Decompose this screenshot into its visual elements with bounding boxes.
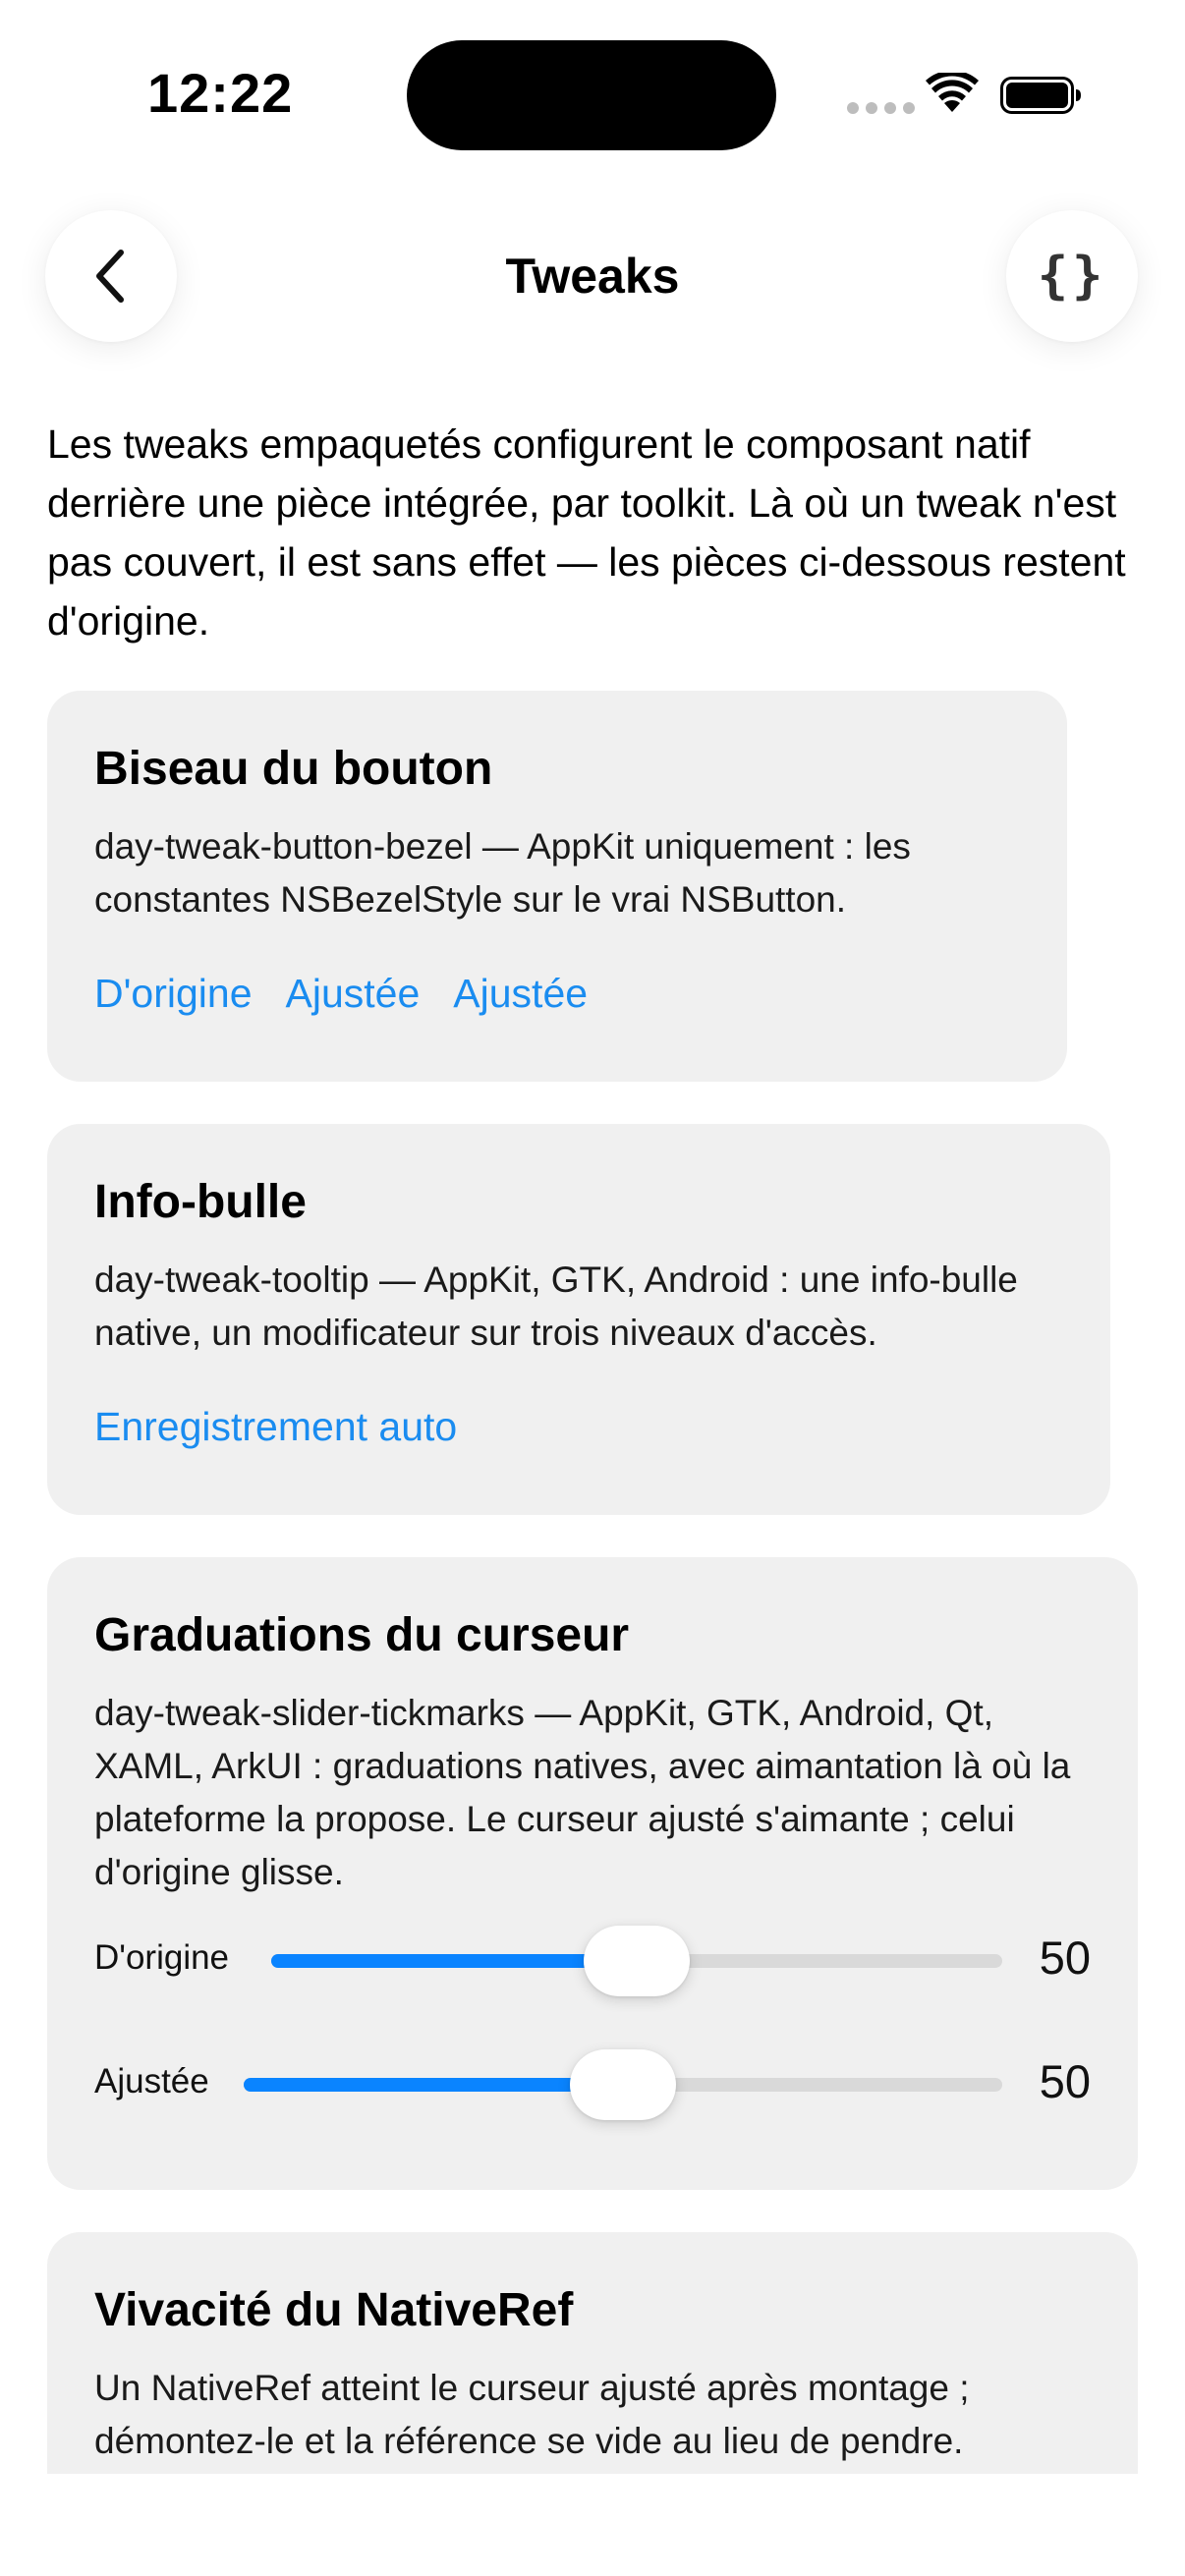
slider-track-original[interactable] xyxy=(271,1954,1002,1968)
wifi-icon xyxy=(926,73,979,114)
bezel-original-button[interactable]: D'origine xyxy=(94,971,253,1016)
slider-thumb[interactable] xyxy=(570,2049,676,2120)
slider-row-adjusted xyxy=(94,2048,1091,2119)
slider-label: D'origine xyxy=(94,1938,230,1977)
page-title: Tweaks xyxy=(505,249,680,304)
card-slider-tickmarks xyxy=(47,1557,1138,2190)
slider-label: Ajustée xyxy=(94,2062,209,2100)
card-title: Vivacité du NativeRef xyxy=(94,2284,574,2336)
autosave-button[interactable]: Enregistrement auto xyxy=(94,1404,458,1449)
code-view-button[interactable] xyxy=(1006,210,1138,342)
card-title: Info-bulle xyxy=(94,1176,307,1228)
slider-track-adjusted[interactable] xyxy=(244,2078,1002,2092)
card-title: Graduations du curseur xyxy=(94,1609,630,1661)
card-description: Un NativeRef atteint le curseur ajusté après montage ; démontez-le et la référence se vide au lieu de pendre. xyxy=(94,2368,970,2461)
bottom-safe-area xyxy=(0,2474,1185,2576)
curly-braces-icon: {} xyxy=(1037,247,1107,306)
battery-icon xyxy=(1000,77,1083,114)
intro-text: Les tweaks empaquetés configurent le composant natif derrière une pièce intégrée, par toolkit. Là où un tweak n'est pas couvert, il est sans effet — les pièces ci-dessous restent d'origine. xyxy=(47,421,1126,644)
card-description: day-tweak-slider-tickmarks — AppKit, GTK, Android, Qt, XAML, ArkUI : graduations natives, avec aimantation là où la plateforme la propose. Le curseur ajusté s'aimante ; celui d'origine glisse. xyxy=(94,1693,1071,1892)
card-description: day-tweak-tooltip — AppKit, GTK, Android : une info-bulle native, un modificateur sur trois niveaux d'accès. xyxy=(94,1260,1018,1353)
slider-thumb[interactable] xyxy=(584,1926,690,1996)
dynamic-island xyxy=(407,40,776,150)
slider-value: 50 xyxy=(1039,1932,1091,1984)
bezel-adjusted-button-1[interactable]: Ajustée xyxy=(285,971,421,1016)
tooltip-button-row xyxy=(94,1399,1063,1454)
bezel-adjusted-button-2[interactable]: Ajustée xyxy=(453,971,589,1016)
cellular-signal-icon xyxy=(847,102,915,114)
card-tooltip xyxy=(47,1124,1110,1515)
card-description: day-tweak-button-bezel — AppKit uniquement : les constantes NSBezelStyle sur le vrai NSButton. xyxy=(94,826,911,920)
slider-fill xyxy=(244,2078,623,2092)
slider-value: 50 xyxy=(1039,2055,1091,2107)
status-time: 12:22 xyxy=(147,62,294,124)
card-title: Biseau du bouton xyxy=(94,743,493,795)
slider-fill xyxy=(271,1954,637,1968)
card-button-bezel xyxy=(47,691,1067,1082)
slider-row-original xyxy=(94,1925,1091,1995)
bezel-button-row xyxy=(94,966,1020,1021)
